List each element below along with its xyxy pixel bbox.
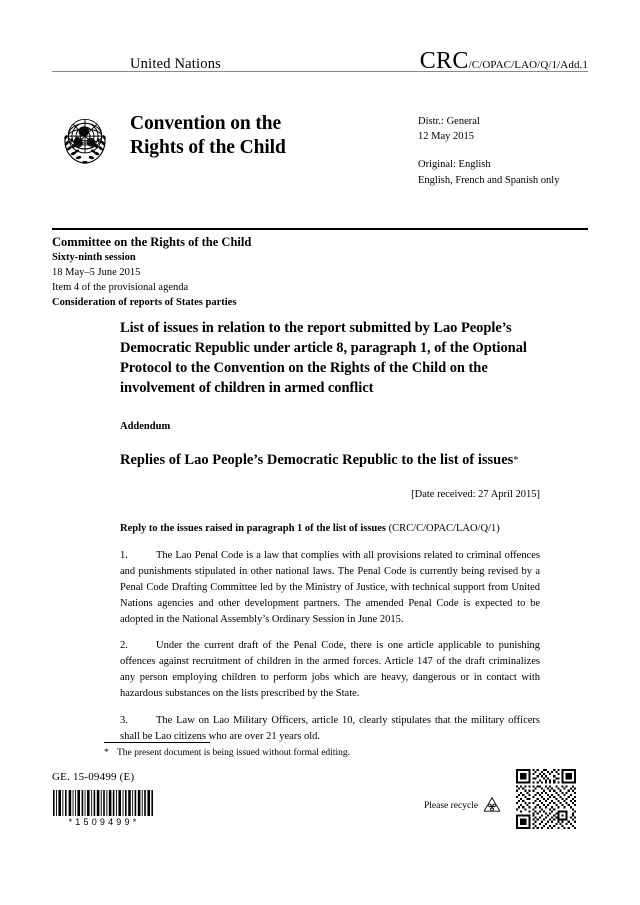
replies-title: [120, 450, 540, 470]
convention-title-line1: Convention on the: [130, 113, 282, 134]
paragraph-number: 1.: [120, 549, 128, 561]
paragraph: [120, 548, 540, 628]
distribution-block: [418, 114, 559, 188]
footnote-text: The present document is being issued without formal editing.: [117, 748, 350, 758]
job-number: GE. 15-09499 (E): [52, 771, 135, 783]
convention-title: [130, 112, 286, 160]
replies-title-footnote-marker: *: [513, 455, 519, 466]
paragraph-text: The Lao Penal Code is a law that complies with all provisions related to criminal offences and punishments stipulated in other national laws. The Penal Code is currently being revised by a Penal Code Drafting Committee led by the Ministry of Justice, with technical support from United Nations agencies and other development partners. The amended Penal Code is expected to be adopted in the National Assembly’s Ordinary Session in June 2015.: [120, 549, 540, 625]
reply-section-heading-text: Reply to the issues raised in paragraph 1 of the list of issues: [120, 523, 387, 534]
paragraph: [120, 638, 540, 702]
addendum-label: Addendum: [120, 421, 171, 432]
un-emblem: [56, 110, 114, 168]
qr-code-icon: [516, 769, 576, 829]
recycle-notice: [424, 795, 503, 817]
footnote-separator: [104, 742, 210, 743]
reply-section-heading-reference: (CRC/C/OPAC/LAO/Q/1): [386, 523, 500, 534]
original-language: Original: English: [418, 159, 491, 171]
document-symbol-main: CRC: [419, 48, 469, 74]
barcode-value: *1509499*: [68, 817, 140, 827]
distribution-spacer: [418, 144, 559, 157]
agenda-subject: Consideration of reports of States parties: [52, 296, 237, 308]
agenda-item: Item 4 of the provisional agenda: [52, 282, 189, 294]
reply-section-heading: [120, 522, 540, 537]
document-content: [120, 318, 540, 745]
distribution-date: 12 May 2015: [418, 131, 474, 143]
paragraph-number: 3.: [120, 715, 128, 727]
document-symbol: [420, 48, 588, 75]
date-received: [Date received: 27 April 2015]: [411, 489, 540, 500]
footnote-marker: *: [104, 748, 109, 758]
convention-title-line2: Rights of the Child: [130, 136, 286, 158]
document-symbol-suffix: /C/OPAC/LAO/Q/1/Add.1: [468, 59, 588, 71]
footnote: [104, 747, 350, 760]
masthead-top-row: [52, 48, 588, 74]
paragraph-number: 2.: [120, 640, 128, 652]
masthead: [52, 48, 588, 186]
session-number: Sixty-ninth session: [52, 252, 136, 264]
barcode-block: [52, 790, 156, 827]
session-info: [52, 234, 452, 311]
masthead-body: [52, 80, 588, 186]
page-title: List of issues in relation to the report submitted by Lao People’s Democratic Republic under article 8, paragraph 1, of the Optional Protocol to the Convention on the Rights of the Child on the involvement of children in armed conflict: [120, 320, 527, 396]
session-dates: 18 May–5 June 2015: [52, 267, 141, 279]
available-languages: English, French and Spanish only: [418, 174, 560, 186]
recycle-icon: [481, 795, 503, 817]
distribution-type: Distr.: General: [418, 116, 480, 127]
replies-title-text: Replies of Lao People’s Democratic Republic to the list of issues: [120, 452, 514, 468]
paragraph-text: Under the current draft of the Penal Code, there is one article applicable to punishing offences against recruitment of children in the armed forces. Article 147 of the draft criminalizes any person employing children to perform jobs which are heavy, dangerous or in contact with hazardous substances on the lists prescribed by the State.: [120, 640, 540, 700]
paragraph-text: The Law on Lao Military Officers, article 10, clearly stipulates that the military officers shall be Lao citizens who are over 21 years old.: [120, 715, 540, 743]
recycle-label: Please recycle: [424, 801, 479, 811]
barcode-icon: [52, 790, 156, 816]
header-bottom-divider: [52, 228, 588, 230]
organization-name: United Nations: [130, 56, 221, 72]
committee-name: Committee on the Rights of the Child: [52, 235, 252, 249]
paragraph: [120, 713, 540, 745]
